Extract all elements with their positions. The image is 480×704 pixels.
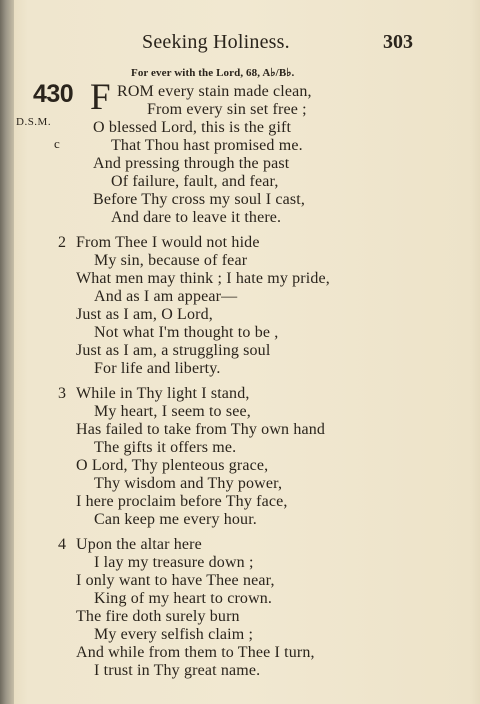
hymn-number: 430 <box>33 80 74 108</box>
running-title: Seeking Holiness. <box>142 31 290 53</box>
verse-4-line-2: I lay my treasure down ; <box>94 554 254 571</box>
verse-2-line-6: Not what I'm thought to be , <box>94 324 279 341</box>
book-binding-edge <box>0 0 14 704</box>
verse-2-line-5: Just as I am, O Lord, <box>76 306 213 323</box>
verse-3-line-7: I here proclaim before Thy face, <box>76 493 288 510</box>
verse-4-line-8: I trust in Thy great name. <box>94 662 261 679</box>
verse-3-line-4: The gifts it offers me. <box>94 439 237 456</box>
verse-1-line-3: O blessed Lord, this is the gift <box>93 119 292 136</box>
verse-3-line-8: Can keep me every hour. <box>94 511 257 528</box>
page-number: 303 <box>383 31 413 53</box>
verse-2-line-2: My sin, because of fear <box>94 252 248 269</box>
verse-4-line-5: The fire doth surely burn <box>76 608 240 625</box>
verse-4-line-1: Upon the altar here <box>76 536 202 553</box>
verse-1-line-6: Of failure, fault, and fear, <box>111 173 279 190</box>
verse-4-line-4: King of my heart to crown. <box>94 590 273 607</box>
verse-2-number: 2 <box>58 234 67 251</box>
verse-4-line-3: I only want to have Thee near, <box>76 572 275 589</box>
verse-3-line-3: Has failed to take from Thy own hand <box>76 421 326 438</box>
verse-3-number: 3 <box>58 385 67 402</box>
verse-3-line-5: O Lord, Thy plenteous grace, <box>76 457 269 474</box>
verse-1-line-5: And pressing through the past <box>93 155 290 172</box>
verse-2-line-3: What men may think ; I hate my pride, <box>76 270 330 287</box>
verse-3-line-1: While in Thy light I stand, <box>76 385 250 402</box>
verse-2-line-4: And as I am appear— <box>94 288 238 305</box>
verse-2-line-7: Just as I am, a struggling soul <box>76 342 271 359</box>
verse-4-line-6: My every selfish claim ; <box>94 626 254 643</box>
hymn-meter: D.S.M. <box>16 116 52 128</box>
verse-1-line-2: From every sin set free ; <box>147 101 307 118</box>
verse-1-line-8: And dare to leave it there. <box>111 209 282 226</box>
verse-1-line-7: Before Thy cross my soul I cast, <box>93 191 306 208</box>
page-header <box>0 31 480 57</box>
verse-1-line-1: ROM every stain made clean, <box>117 83 312 100</box>
verse-4-line-7: And while from them to Thee I turn, <box>76 644 315 661</box>
verse-1-line-4: That Thou hast promised me. <box>111 137 303 154</box>
verse-2-line-1: From Thee I would not hide <box>76 234 260 251</box>
verse-4-number: 4 <box>58 536 67 553</box>
verse-3-line-2: My heart, I seem to see, <box>94 403 251 420</box>
hymn-key: c <box>54 136 60 151</box>
verse-2-line-8: For life and liberty. <box>94 360 221 377</box>
verse-3-line-6: Thy wisdom and Thy power, <box>94 475 283 492</box>
tune-reference: For ever with the Lord, 68, A♭/B♭. <box>131 67 295 79</box>
drop-cap-initial: F <box>90 77 111 118</box>
